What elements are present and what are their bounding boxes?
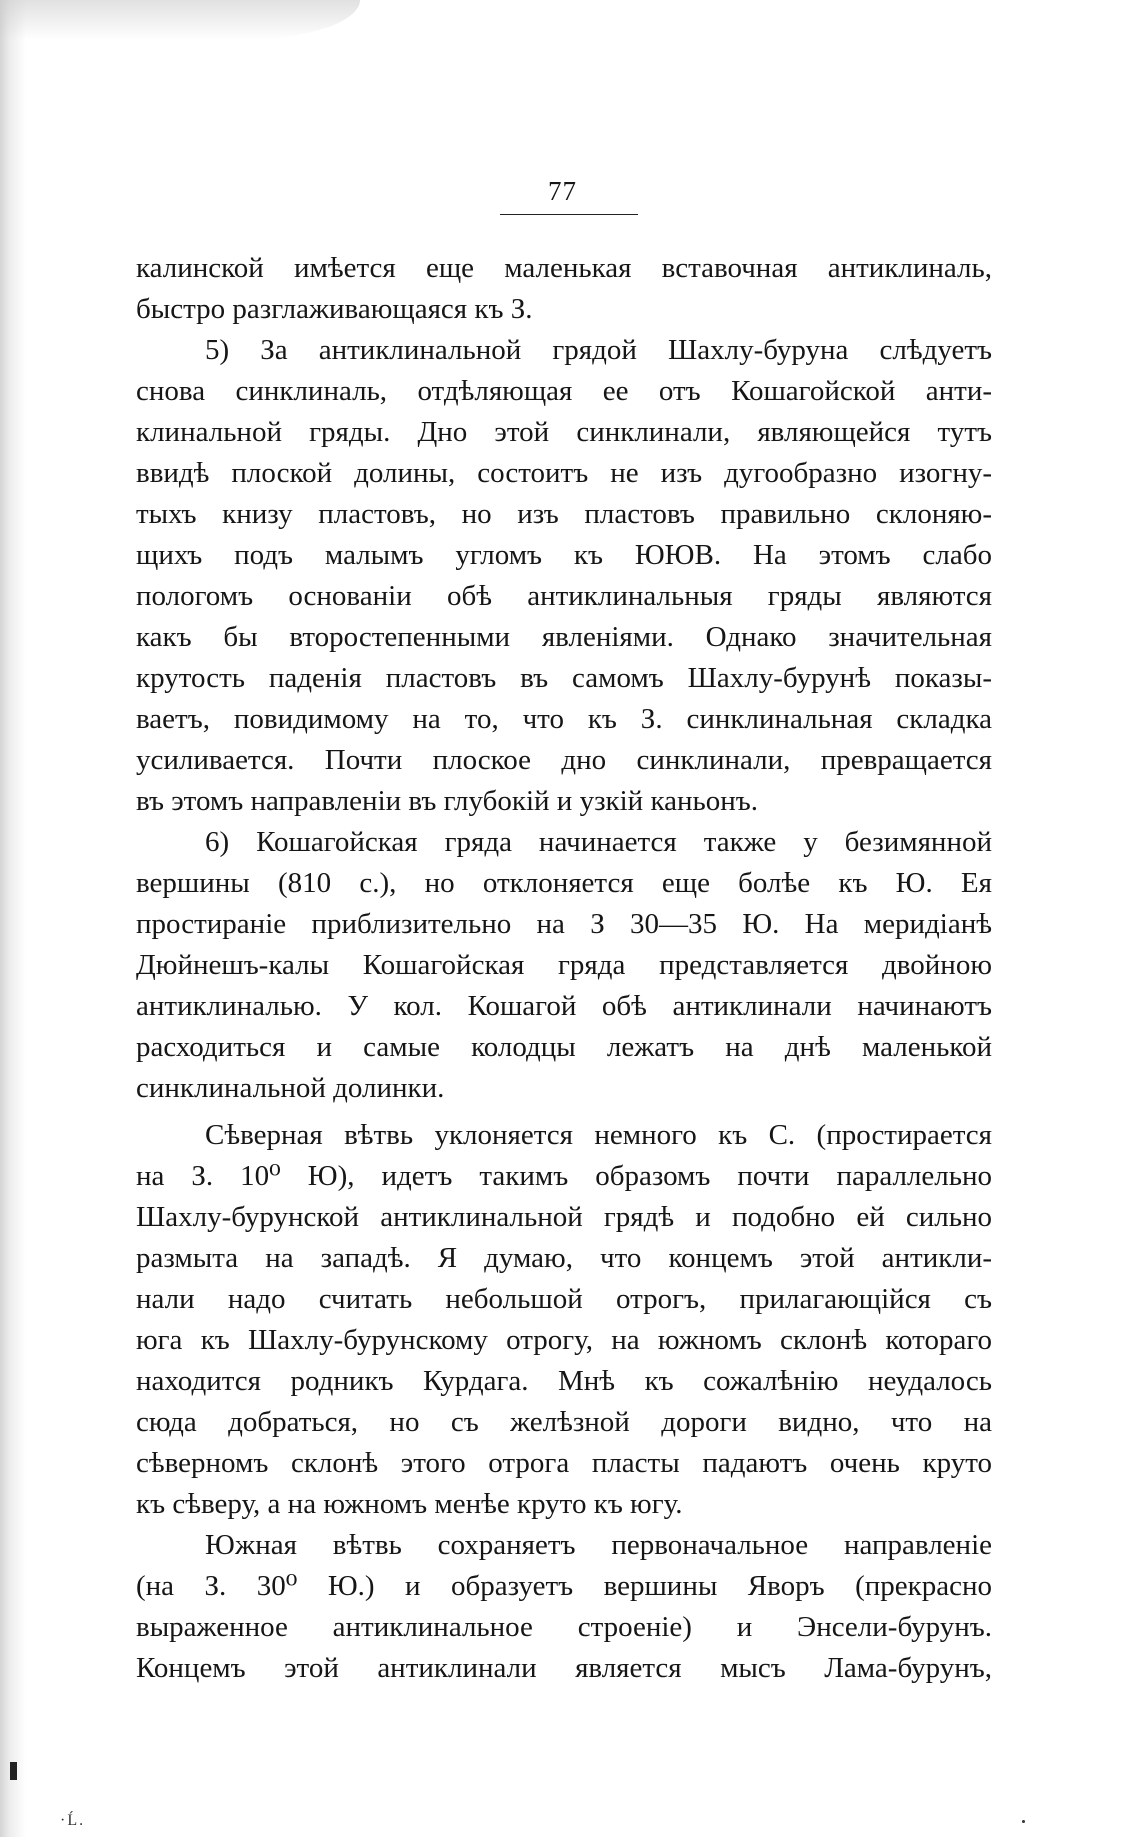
text-line: Концемъ этой антиклинали является мысъ Лама-бурунъ, [136,1652,992,1684]
text-line: простиранiе приблизительно на З 30—35 Ю. На меридiанѣ [136,908,992,940]
text-line: синклинальной долинки. [136,1072,445,1104]
text-line: въ этомъ направленiи въ глубокiй и узкiй каньонъ. [136,785,758,817]
text-line: вершины (810 с.), но отклоняется еще болѣе къ Ю. Ея [136,867,992,899]
text-line: юга къ Шахлу-бурунскому отрогу, на южномъ склонѣ котораго [136,1324,992,1356]
text-line: тыхъ книзу пластовъ, но изъ пластовъ правильно склоняю- [136,498,992,530]
text-line: антиклиналью. У кол. Кошагой обѣ антиклинали начинаютъ [136,990,992,1022]
text-line: ввидѣ плоской долины, состоитъ не изъ дугообразно изогну- [136,457,992,489]
text-line: Сѣверная вѣтвь уклоняется немного къ С. (простирается [205,1119,992,1151]
text-line: Южная вѣтвь сохраняетъ первоначальное направленiе [205,1529,992,1561]
text-line: находится родникъ Курдага. Мнѣ къ сожалѣнiю неудалось [136,1365,992,1397]
bottom-scan-marks: ·Ĺ. [60,1812,86,1829]
text-line: выраженное антиклинальное строенiе) и Энсели-бурунъ. [136,1611,992,1643]
text-line: 5) За антиклинальной грядой Шахлу-буруна слѣдуетъ [205,334,992,366]
margin-mark [10,1762,17,1780]
text-line: быстро разглаживающаяся къ З. [136,293,533,325]
text-line: ваетъ, повидимому на то, что къ З. синклинальная складка [136,703,992,735]
body-text [136,248,992,1689]
page-number: 77 [548,176,577,206]
text-line: клинальной гряды. Дно этой синклинали, являющейся тутъ [136,416,992,448]
text-line: калинской имѣется еще маленькая вставочная антиклиналь, [136,252,992,284]
text-line: усиливается. Почти плоское дно синклинали, превращается [136,744,992,776]
page-number-rule [500,214,638,215]
text-line: нали надо считать небольшой отрогъ, прилагающiйся съ [136,1283,992,1315]
text-line: крутость паденiя пластовъ въ самомъ Шахлу-бурунѣ показы- [136,662,992,694]
text-line: пологомъ основанiи обѣ антиклинальныя гряды являются [136,580,992,612]
text-line: расходиться и самые колодцы лежатъ на днѣ маленькой [136,1031,992,1063]
scan-smudge [0,0,360,40]
text-line: сюда добраться, но съ желѣзной дороги видно, что на [136,1406,992,1438]
text-line: (на З. 30⁰ Ю.) и образуетъ вершины Яворъ (прекрасно [136,1570,992,1602]
text-line: сѣверномъ склонѣ этого отрога пласты падаютъ очень круто [136,1447,992,1479]
text-line: размыта на западѣ. Я думаю, что концемъ этой антикли- [136,1242,992,1274]
text-line: щихъ подъ малымъ угломъ къ ЮЮВ. На этомъ слабо [136,539,992,571]
text-line: Шахлу-бурунской антиклинальной грядѣ и подобно ей сильно [136,1201,992,1233]
text-line: къ сѣверу, а на южномъ менѣе круто къ югу. [136,1488,683,1520]
text-line: какъ бы второстепенными явленiями. Однако значительная [136,621,992,653]
scan-speck [1022,1820,1025,1823]
text-line: Дюйнешъ-калы Кошагойская гряда представляется двойною [136,949,992,981]
text-line: 6) Кошагойская гряда начинается также у безимянной [205,826,992,858]
text-line: снова синклиналь, отдѣляющая ее отъ Кошагойской анти- [136,375,992,407]
page-edge-shadow [0,0,26,1837]
text-line: на З. 10⁰ Ю), идетъ такимъ образомъ почти параллельно [136,1160,992,1192]
